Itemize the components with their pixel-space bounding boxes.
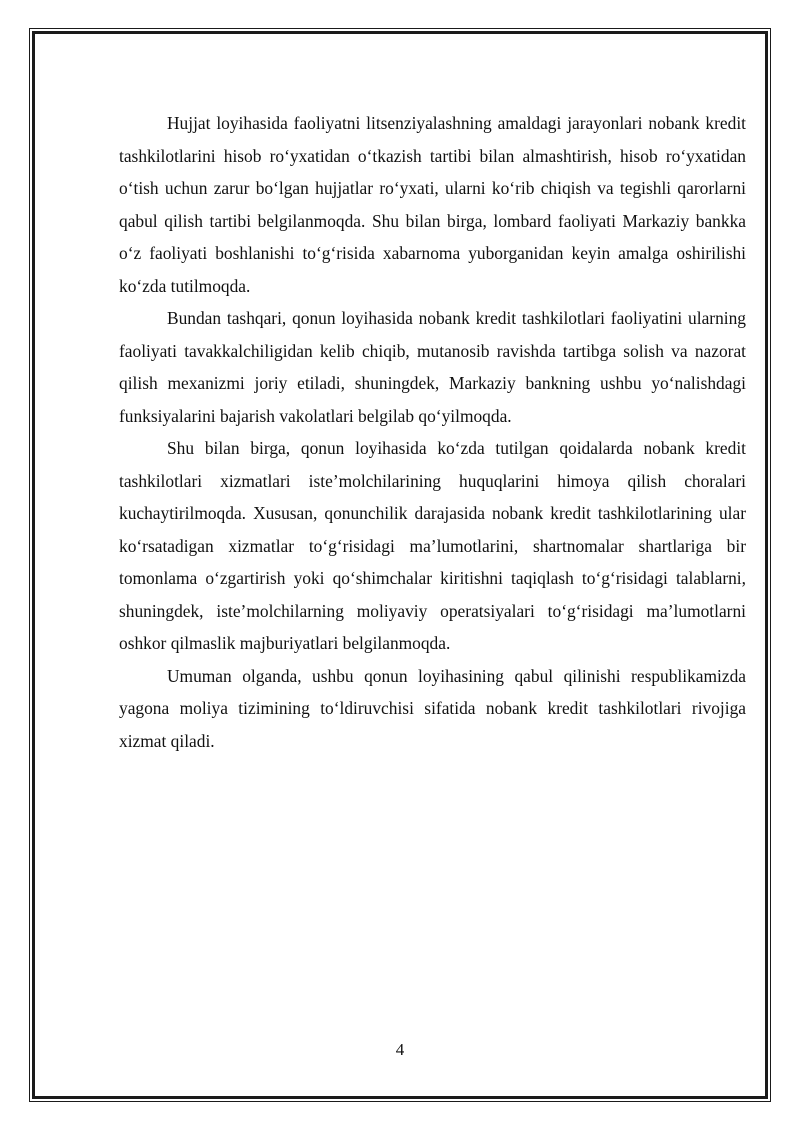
paragraph-3: Shu bilan birga, qonun loyihasida ko‘zda tutilgan qoidalarda nobank kredit tashkilotlari xizmatlari iste’molchilarining huquqlarini himoya qilish choralari kuchaytirilmoqda. Xususan, qonunchilik darajasida nobank kredit tashkilotlarining ular ko‘rsatadigan xizmatlar to‘g‘risidagi ma’lumotlarini, shartnomalar shartlariga bir tomonlama o‘zgartirish yoki qo‘shimchalar kiritishni taqiqlash to‘g‘risidagi talablarni, shuningdek, iste’molchilarning moliyaviy operatsiyalari to‘g‘risidagi ma’lumotlarni oshkor qilmaslik majburiyatlari belgilanmoqda. [119,438,746,653]
paragraph-4: Umuman olganda, ushbu qonun loyihasining qabul qilinishi respublikamizda yagona moliya tizimining to‘ldiruvchisi sifatida nobank kredit tashkilotlari rivojiga xizmat qiladi. [119,665,746,751]
page-number: 4 [395,1040,405,1059]
paragraph-1: Hujjat loyihasida faoliyatni litsenziyalashning amaldagi jarayonlari nobank kredit tashkilotlarini hisob ro‘yxatidan o‘tkazish tartibi bilan almashtirish, hisob ro‘yxatidan o‘tish uchun zarur bo‘lgan hujjatlar ro‘yxati, ularni ko‘rib chiqish va tegishli qarorlarni qabul qilish tartibi belgilanmoqda. Shu bilan birga, lombard faoliyati Markaziy bankka o‘z faoliyati boshlanishi to‘g‘risida xabarnoma yuborganidan keyin amalga oshirilishi ko‘zda tutilmoqda. [119,113,746,296]
page-border-frame [32,31,768,1099]
paragraph-2: Bundan tashqari, qonun loyihasida nobank kredit tashkilotlari faoliyatini ularning faoliyati tavakkalchiligidan kelib chiqib, mutanosib ravishda tartibga solish va nazorat qilish mexanizmi joriy etiladi, shuningdek, Markaziy bankning ushbu yo‘nalishdagi funksiyalarini bajarish vakolatlari belgilab qo‘yilmoqda. [119,308,746,426]
document-body [119,36,746,757]
